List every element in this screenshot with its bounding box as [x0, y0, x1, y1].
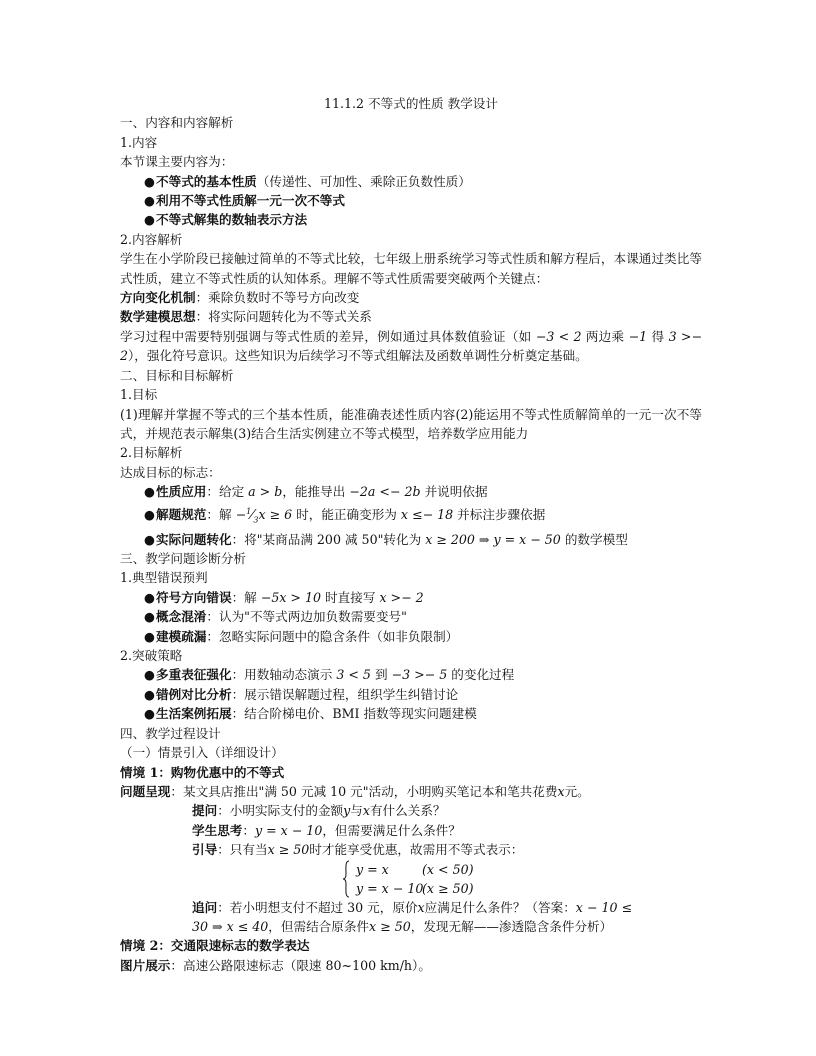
subsection-1-1: 1.内容 — [120, 134, 158, 150]
bold-term: 不等式的基本性质 — [156, 173, 257, 189]
text: ：某文具店推出"满 50 元减 10 元"活动，小明购买笔记本和笔共花费 — [170, 783, 558, 799]
text: 的数学模型 — [564, 531, 628, 547]
bullet-icon: ● — [144, 589, 155, 605]
document-page — [120, 94, 702, 975]
text: ，但需要满足什么条件？ — [322, 822, 461, 838]
case-row — [356, 860, 474, 879]
text: 有什么关系？ — [369, 803, 446, 819]
bullet-item — [120, 685, 702, 704]
bullet-item — [120, 502, 702, 530]
bold-term: 学生思考 — [192, 822, 243, 838]
text: ：忽略实际问题中的隐含条件（如非负限制） — [206, 628, 459, 644]
math: x ≥ 200 ⇒ y = x − 50 — [425, 531, 561, 547]
bold-term: 错例对比分析 — [156, 686, 232, 702]
math: x — [417, 899, 425, 915]
math: x ≤− 18 — [400, 506, 454, 522]
scenario-ask — [120, 801, 702, 820]
scenario-guide — [120, 840, 702, 859]
bold-term: 追问 — [192, 899, 218, 915]
math: y — [343, 803, 351, 819]
key-point — [120, 307, 702, 326]
paragraph: 达成目标的标志： — [120, 464, 221, 480]
math: x − 10 ≤ — [575, 899, 633, 915]
case-condition: (x < 50) — [422, 861, 474, 877]
bullet-icon: ● — [144, 193, 155, 209]
bullet-icon: ● — [144, 667, 155, 683]
bullet-item — [120, 482, 702, 501]
bullet-item — [120, 210, 702, 229]
math: −1 — [628, 328, 648, 344]
text: 到 — [374, 667, 388, 683]
text: 时直接写 — [325, 589, 376, 605]
math: x >− 2 — [379, 589, 424, 605]
text: ：认为"不等式两边加负数需要变号" — [206, 609, 407, 625]
doc-title: 11.1.2 不等式的性质 教学设计 — [323, 96, 498, 111]
bullet-item — [120, 627, 702, 646]
bullet-text: 利用不等式性质解一元一次不等式 — [156, 193, 345, 209]
scenario-think — [120, 821, 702, 840]
paragraph: 学生在小学阶段已接触过简单的不等式比较，七年级上册系统学习等式性质和解方程后，本课通过类比等式性质，建立不等式性质的认知体系。理解不等式性质需要突破两个关键点： — [120, 251, 702, 286]
bullet-text: 不等式解集的数轴表示方法 — [156, 212, 308, 228]
paragraph — [120, 327, 702, 366]
text: ：只有当 — [217, 842, 268, 858]
bullet-icon: ● — [144, 686, 155, 702]
bullet-item — [120, 704, 702, 723]
bullet-icon: ● — [144, 173, 155, 189]
bullet-item — [120, 607, 702, 626]
bold-term: 解题规范 — [156, 506, 207, 522]
section-2-heading: 二、目标和目标解析 — [120, 367, 234, 383]
bold-term: 生活案例拓展 — [156, 706, 232, 722]
math: −2a <− 2b — [349, 484, 421, 500]
text: ：结合阶梯电价、BMI 指数等现实问题建模 — [231, 706, 477, 722]
case-row — [356, 879, 474, 898]
bullet-icon: ● — [144, 506, 155, 522]
bold-term: 多重表征强化 — [156, 667, 232, 683]
case-expression: y = x — [356, 861, 389, 877]
text: 时才能享受优惠，故需用不等式表示： — [309, 842, 524, 858]
case-condition: (x ≥ 50) — [422, 880, 474, 896]
bold-term: 性质应用 — [156, 484, 207, 500]
key-point — [120, 288, 702, 307]
text: 时，能正确变形为 — [296, 506, 397, 522]
text: ：展示错误解题过程，组织学生纠错讨论 — [231, 686, 459, 702]
text: ：高速公路限速标志（限速 80~100 km/h）。 — [170, 957, 431, 973]
text: 元。 — [564, 783, 590, 799]
bold-term: 图片展示 — [120, 957, 171, 973]
scenario-image — [120, 956, 702, 975]
subsection-3-2: 2.突破策略 — [120, 648, 183, 664]
math: 3 < 5 — [336, 667, 371, 683]
text: ：若小明想支付不超过 30 元，原价 — [217, 899, 418, 915]
bullet-icon: ● — [144, 531, 155, 547]
text: ，发现无解——渗透隐含条件分析） — [410, 918, 613, 934]
bold-term: 建模疏漏 — [156, 628, 207, 644]
math: y = x − 10 — [254, 822, 323, 838]
section-1-heading: 一、内容和内容解析 — [120, 115, 234, 131]
math: a > b — [248, 484, 283, 500]
bullet-text: （传递性、可加性、乘除正负数性质） — [256, 173, 471, 189]
paragraph: 本节课主要内容为： — [120, 154, 234, 170]
key-text: ：将实际问题转化为不等式关系 — [195, 309, 372, 325]
text: 应满足什么条件？（答案： — [424, 899, 576, 915]
text: 学习过程中需要特别强调与等式性质的差异，例如通过具体数值验证（如 — [120, 328, 532, 344]
bullet-item — [120, 191, 702, 210]
text: ：小明实际支付的金额 — [217, 803, 344, 819]
bullet-item — [120, 530, 702, 549]
bold-term: 引导 — [192, 842, 218, 858]
text: 两边乘 — [585, 328, 625, 344]
subsection-3-1: 1.典型错误预判 — [120, 570, 208, 586]
math: 3 >− 2 — [120, 328, 703, 364]
piecewise-function — [342, 860, 542, 898]
text: ：解 — [231, 589, 257, 605]
text: ： — [242, 822, 255, 838]
bold-term: 概念混淆 — [156, 609, 207, 625]
text: ，但需结合原条件 — [268, 918, 370, 934]
bold-term: 问题呈现 — [120, 783, 171, 799]
math: x — [557, 783, 565, 799]
left-brace-icon — [342, 860, 350, 898]
text: 并标注步骤依据 — [457, 506, 546, 522]
math: −3 < 2 — [535, 328, 582, 344]
math: −5x > 10 — [260, 589, 322, 605]
text: ：给定 — [206, 484, 245, 500]
bullet-item — [120, 172, 702, 191]
bold-term: 方向变化机制 — [120, 290, 196, 306]
text: ：用数轴动态演示 — [231, 667, 333, 683]
scenario-2-title: 情境 2：交通限速标志的数学表达 — [120, 938, 310, 954]
bullet-item — [120, 588, 702, 607]
scenario-question — [120, 782, 702, 801]
math: x ≥ 6 — [258, 506, 293, 522]
text: ：将"某商品满 200 减 50"转化为 — [231, 531, 422, 547]
scenario-follow-up-cont — [120, 917, 702, 936]
math: x ≥ 50 — [267, 842, 310, 858]
bullet-icon: ● — [144, 609, 155, 625]
case-expression: y = x − 10 — [356, 880, 424, 896]
section-3-heading: 三、教学问题诊断分析 — [120, 551, 246, 567]
text: 得 — [651, 328, 665, 344]
scenario-follow-up — [120, 898, 702, 917]
bullet-icon: ● — [144, 212, 155, 228]
bullet-icon: ● — [144, 706, 155, 722]
bold-term: 提问 — [192, 803, 218, 819]
bullet-icon: ● — [144, 628, 155, 644]
math: x ≥ 50 — [369, 918, 411, 934]
bullet-item — [120, 665, 702, 684]
subsection-1-2: 2.内容解析 — [120, 231, 183, 247]
text: 与 — [350, 803, 363, 819]
bullet-icon: ● — [144, 484, 155, 500]
subsection-2-1: 1.目标 — [120, 387, 158, 403]
subsection-2-2: 2.目标解析 — [120, 445, 183, 461]
math: x — [362, 803, 370, 819]
subsection-4-1: （一）情景引入（详细设计） — [120, 745, 284, 761]
math: 30 ⇒ x ≤ 40 — [192, 918, 269, 934]
bold-term: 数学建模思想 — [120, 309, 196, 325]
bold-term: 符号方向错误 — [156, 589, 232, 605]
section-4-heading: 四、教学过程设计 — [120, 725, 221, 741]
text: ，能推导出 — [282, 484, 346, 500]
paragraph: (1)理解并掌握不等式的三个基本性质，能准确表述性质内容(2)能运用不等式性质解简单的一元一次不等式，并规范表示解集(3)结合生活实例建立不等式模型，培养数学应用能力 — [120, 406, 702, 441]
text: ：解 — [206, 506, 232, 522]
fraction-neg-one-third: $-^1⁄_3$ — [235, 506, 259, 525]
scenario-1-title: 情境 1：购物优惠中的不等式 — [120, 764, 285, 780]
key-text: ：乘除负数时不等号方向改变 — [195, 290, 360, 306]
text: 的变化过程 — [451, 667, 515, 683]
text: ），强化符号意识。这些知识为后续学习不等式组解法及函数单调性分析奠定基础。 — [128, 348, 588, 364]
bold-term: 实际问题转化 — [156, 531, 232, 547]
math: −3 >− 5 — [391, 667, 448, 683]
text: 并说明依据 — [424, 484, 488, 500]
